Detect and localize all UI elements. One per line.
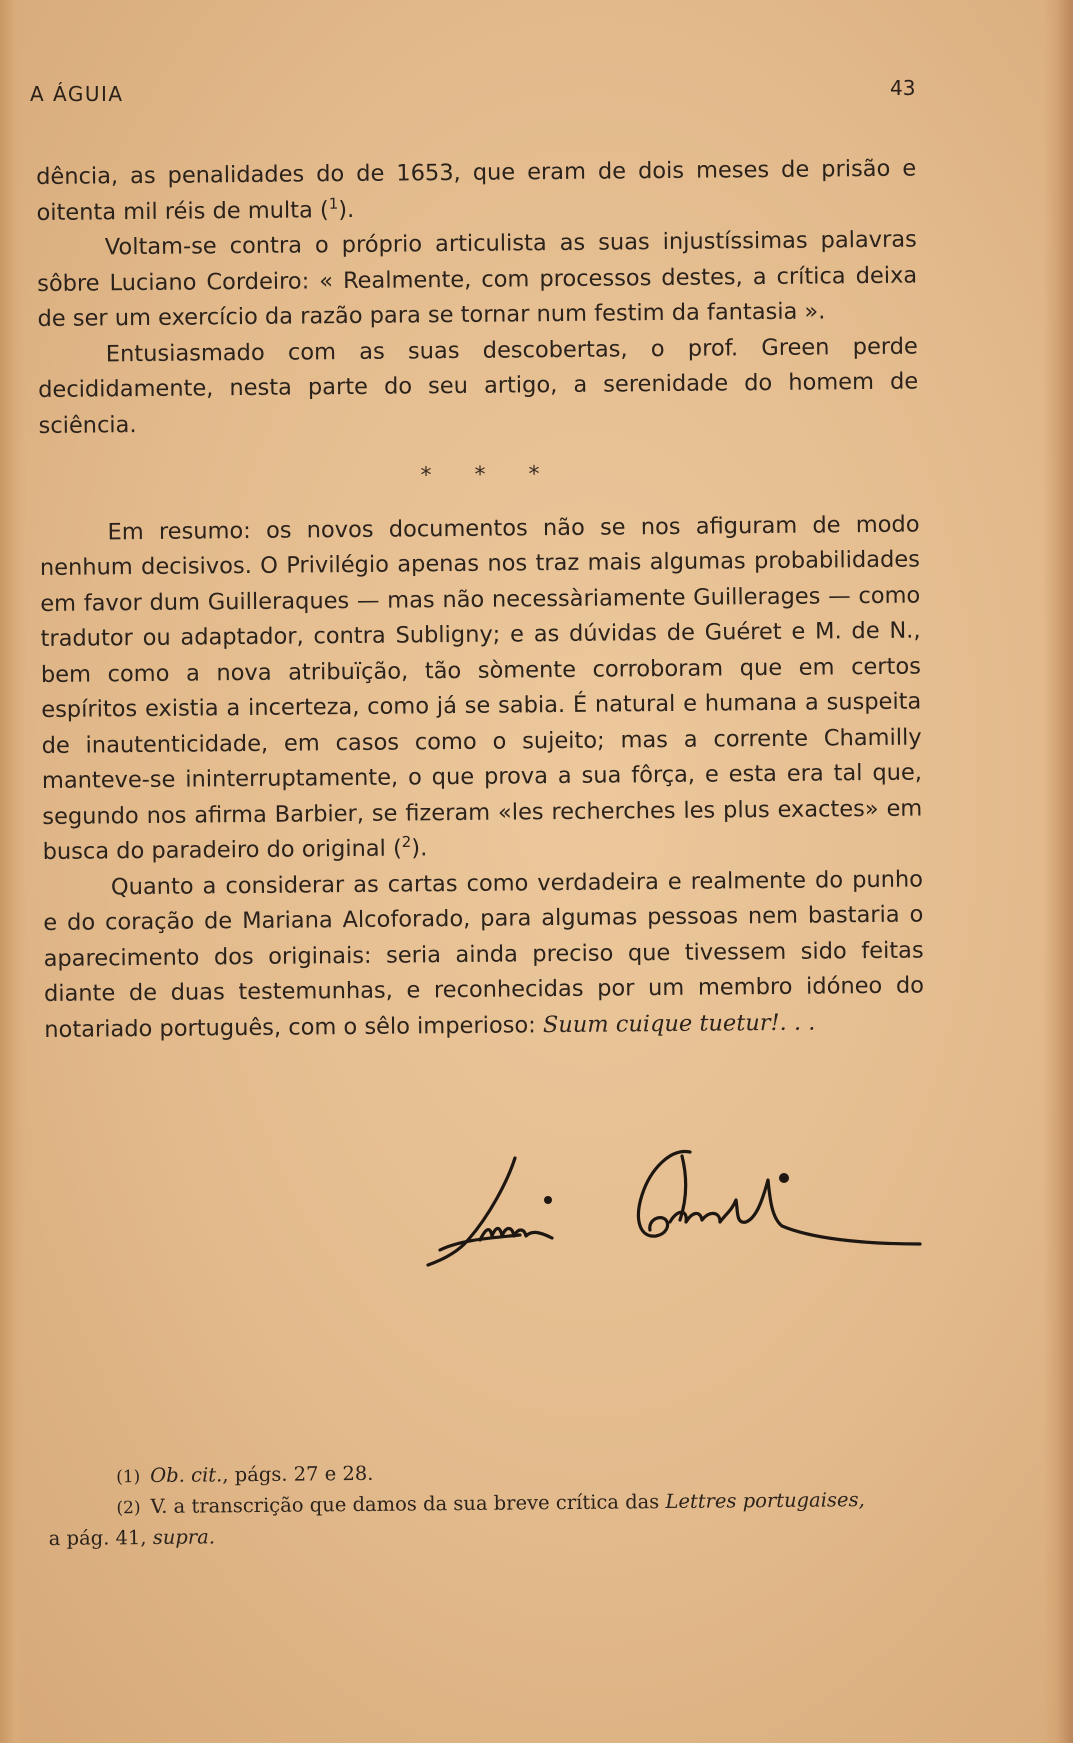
footnote-text: a pág. 41, bbox=[48, 1525, 153, 1550]
paragraph: Entusiasmado com as suas descobertas, o prof. Green perde decididamente, nesta parte do seu artigo, a serenidade do homem de sciência. bbox=[38, 333, 919, 439]
footnotes bbox=[46, 1454, 927, 1554]
footnote-text: V. a transcrição que damos da sua breve crítica das bbox=[150, 1490, 666, 1518]
latin-motto: Suum cuique tuetur!. . . bbox=[542, 1009, 816, 1038]
paragraph-text-end: ). bbox=[338, 196, 355, 223]
footnote-text: , págs. 27 e 28. bbox=[222, 1461, 374, 1487]
paragraph-text: dência, as penalidades do de 1653, que eram de dois meses de prisão e oitenta mil réis de multa ( bbox=[36, 155, 917, 226]
paragraph-text: Quanto a considerar as cartas como verdadeira e realmente do punho e do coração de Mariana Alcoforado, para algumas pessoas nem bastaria o aparecimento dos originais: seria ainda preciso que tivessem sido feitas diante de duas testemunhas, e reconhecidas por um membro idóneo do notariado português, com o sêlo imperioso: bbox=[43, 866, 925, 1043]
footnote-supra: supra. bbox=[152, 1525, 216, 1549]
footnote-book-title: Lettres portugaises, bbox=[665, 1488, 865, 1514]
page-number: 43 bbox=[890, 76, 916, 100]
footnote-citation: Ob. cit. bbox=[150, 1463, 223, 1487]
section-separator: * * * bbox=[420, 462, 558, 489]
main-text bbox=[36, 152, 924, 1048]
paragraph-text: Em resumo: os novos documentos não se nos afiguram de modo nenhum decisivos. O Privilégio apenas nos traz mais algumas probabilidades em favor dum Guilleraques — mas não necessàriamente Guillerages — como tradutor ou adaptador, contra Subligny; e as dúvidas de Guéret e M. de N., bem como a nova atribuïção, tão sòmente corroboram que em certos espíritos existia a incerteza, como já se sabia. É natural e humana a suspeita de inautenticidade, em casos como o sujeito; mas a corrente Chamilly manteve-se ininterruptamente, o que prova a sua fôrça, e esta era tal que, segundo nos afirma Barbier, se fizeram «les recherches les plus exactes» em busca do paradeiro do original ( bbox=[39, 511, 923, 865]
running-title: A ÁGUIA bbox=[30, 82, 124, 106]
footnote-reference: 1 bbox=[328, 194, 339, 213]
paragraph-text-end: ). bbox=[411, 835, 428, 862]
page-edge-left bbox=[0, 0, 26, 1743]
paragraph bbox=[39, 507, 922, 870]
handwritten-signature bbox=[420, 1140, 930, 1270]
page-edge-right bbox=[1043, 0, 1073, 1743]
paragraph bbox=[43, 862, 925, 1048]
footnote-reference: 2 bbox=[401, 832, 412, 852]
paragraph bbox=[36, 152, 917, 231]
footnote-number: (2) bbox=[116, 1498, 141, 1519]
footnote-number: (1) bbox=[116, 1467, 141, 1488]
paragraph: Voltam-se contra o próprio articulista as suas injustíssimas palavras sôbre Luciano Cordeiro: « Realmente, com processos destes, a crítica deixa de ser um exercício da razão para se tornar num festim da fantasia ». bbox=[37, 226, 918, 332]
